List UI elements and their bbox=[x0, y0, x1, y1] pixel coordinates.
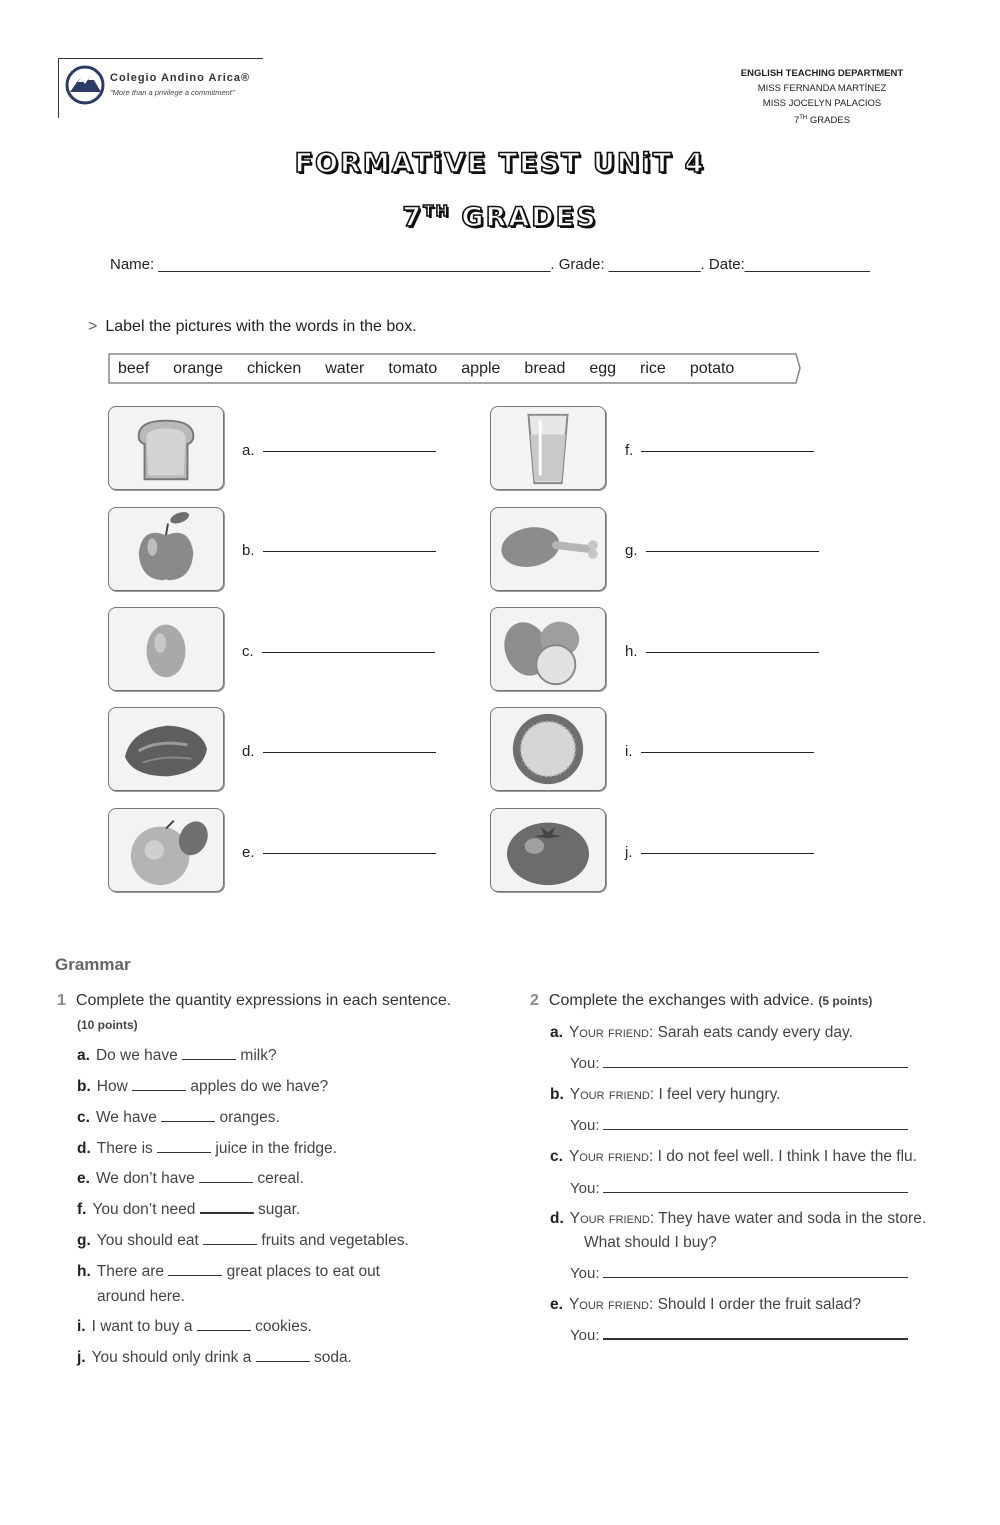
answer-line[interactable] bbox=[603, 1067, 908, 1068]
item-text-after: oranges. bbox=[219, 1109, 280, 1126]
chicken-leg-icon bbox=[490, 507, 606, 591]
item-text-after: apples do we have? bbox=[190, 1078, 329, 1095]
answer-gap[interactable] bbox=[203, 1244, 257, 1245]
q1-item-g bbox=[77, 1232, 409, 1250]
answer-line[interactable] bbox=[646, 652, 819, 653]
item-text-before: There is bbox=[96, 1140, 153, 1157]
q1-item-i bbox=[77, 1318, 312, 1336]
item-letter: b. bbox=[550, 1086, 564, 1103]
word-item: orange bbox=[173, 360, 223, 377]
item-letter: c. bbox=[77, 1109, 90, 1126]
you-label: You: bbox=[570, 1327, 600, 1344]
item-letter: b. bbox=[77, 1078, 91, 1095]
item-text-after: cereal. bbox=[257, 1170, 304, 1187]
q2-item-b bbox=[550, 1086, 781, 1104]
q2-item-c bbox=[550, 1148, 917, 1166]
item-text-after: juice in the fridge. bbox=[215, 1140, 337, 1157]
item-letter: e. bbox=[77, 1170, 90, 1187]
item-text-before: How bbox=[96, 1078, 128, 1095]
answer-gap[interactable] bbox=[182, 1059, 236, 1060]
q1-item-c bbox=[77, 1109, 280, 1127]
grades-superscript: TH bbox=[799, 115, 808, 121]
q1-item-a bbox=[77, 1047, 277, 1065]
q1-item-j bbox=[77, 1349, 352, 1367]
answer-line[interactable] bbox=[263, 451, 436, 452]
item-text: Sarah eats candy every day. bbox=[657, 1024, 853, 1041]
subtitle-word: GRADES bbox=[461, 202, 598, 233]
item-text-before: Do we have bbox=[95, 1047, 178, 1064]
school-logo-icon bbox=[64, 64, 106, 106]
orange-icon bbox=[108, 808, 224, 892]
word-item: egg bbox=[589, 360, 617, 377]
bread-icon bbox=[108, 406, 224, 490]
item-text: I do not feel well. I think I have the flu. bbox=[657, 1148, 917, 1165]
word-item: apple bbox=[461, 360, 501, 377]
item-letter: j. bbox=[77, 1349, 86, 1366]
item-letter: e. bbox=[550, 1296, 563, 1313]
item-text-after: soda. bbox=[313, 1349, 352, 1366]
label-letter: a. bbox=[242, 442, 255, 459]
answer-line[interactable] bbox=[603, 1338, 908, 1340]
item-text: I feel very hungry. bbox=[658, 1086, 781, 1103]
label-b[interactable] bbox=[242, 542, 436, 559]
answer-line[interactable] bbox=[641, 752, 814, 753]
item-letter: a. bbox=[77, 1047, 90, 1064]
answer-line[interactable] bbox=[603, 1192, 908, 1193]
speaker-label: Your friend: bbox=[568, 1296, 654, 1313]
word-item: chicken bbox=[246, 360, 302, 377]
school-motto: "More than a privilege a commitment" bbox=[110, 88, 235, 97]
department-block bbox=[722, 66, 922, 128]
you-label: You: bbox=[570, 1117, 600, 1134]
apple-icon bbox=[108, 507, 224, 591]
q1-item-h bbox=[77, 1263, 380, 1281]
question-2-points: (5 points) bbox=[818, 994, 873, 1008]
question-1-heading bbox=[57, 992, 451, 1010]
label-letter: i. bbox=[625, 743, 633, 760]
item-text-after: sugar. bbox=[257, 1201, 301, 1218]
item-text: They have water and soda in the store. bbox=[658, 1210, 927, 1227]
speaker-label: Your friend: bbox=[569, 1210, 655, 1227]
arrow-icon: > bbox=[88, 318, 98, 335]
label-letter: h. bbox=[625, 643, 638, 660]
label-letter: g. bbox=[625, 542, 638, 559]
item-text-before: You should eat bbox=[96, 1232, 199, 1249]
speaker-label: Your friend: bbox=[568, 1024, 654, 1041]
answer-gap[interactable] bbox=[168, 1275, 222, 1276]
label-g[interactable] bbox=[625, 542, 819, 559]
item-text-before: You don’t need bbox=[92, 1201, 196, 1218]
item-text-before: We have bbox=[95, 1109, 157, 1126]
speaker-label: Your friend: bbox=[569, 1086, 655, 1103]
item-text: Should I order the fruit salad? bbox=[657, 1296, 861, 1313]
item-text-before: I want to buy a bbox=[91, 1318, 193, 1335]
item-letter: g. bbox=[77, 1232, 91, 1249]
q1-item-e bbox=[77, 1170, 304, 1188]
label-letter: e. bbox=[242, 844, 255, 861]
school-name: Colegio Andino Arica® bbox=[110, 72, 251, 84]
teacher-1: MISS FERNANDA MARTÍNEZ bbox=[757, 83, 887, 94]
q2-answer-d bbox=[570, 1265, 908, 1282]
you-label: You: bbox=[570, 1055, 600, 1072]
question-text: Complete the exchanges with advice. bbox=[548, 992, 814, 1009]
you-label: You: bbox=[570, 1265, 600, 1282]
subtitle-superscript: TH bbox=[423, 202, 451, 220]
water-glass-icon bbox=[490, 406, 606, 490]
grades-label bbox=[722, 111, 922, 128]
answer-line[interactable] bbox=[641, 853, 814, 854]
potato-icon bbox=[490, 607, 606, 691]
grammar-title: Grammar bbox=[55, 955, 131, 974]
page-title: FORMATiVE TEST UNiT 4 bbox=[294, 148, 706, 179]
you-label: You: bbox=[570, 1180, 600, 1197]
item-text-after: fruits and vegetables. bbox=[261, 1232, 409, 1249]
q1-item-d bbox=[77, 1140, 337, 1158]
word-item: tomato bbox=[388, 360, 438, 377]
q1-item-b bbox=[77, 1078, 328, 1096]
rice-bowl-icon bbox=[490, 707, 606, 791]
item-text-after: cookies. bbox=[255, 1318, 312, 1335]
q1-item-f bbox=[77, 1201, 300, 1219]
item-letter: i. bbox=[77, 1318, 86, 1335]
label-e[interactable] bbox=[242, 844, 436, 861]
item-letter: f. bbox=[77, 1201, 87, 1218]
q2-answer-c bbox=[570, 1180, 908, 1197]
answer-gap[interactable] bbox=[256, 1361, 310, 1362]
speaker-label: Your friend: bbox=[568, 1148, 654, 1165]
item-letter: d. bbox=[550, 1210, 564, 1227]
egg-icon bbox=[108, 607, 224, 691]
tomato-icon bbox=[490, 808, 606, 892]
answer-gap[interactable] bbox=[157, 1152, 211, 1153]
word-item: rice bbox=[640, 360, 666, 377]
answer-line[interactable] bbox=[603, 1277, 908, 1278]
q2-item-d bbox=[550, 1210, 926, 1228]
question-number: 1 bbox=[57, 992, 66, 1009]
grades-word: GRADES bbox=[809, 115, 851, 127]
q2-answer-b bbox=[570, 1117, 908, 1134]
answer-line[interactable] bbox=[263, 752, 436, 753]
beef-icon bbox=[108, 707, 224, 791]
question-1-points: (10 points) bbox=[77, 1018, 138, 1032]
label-letter: f. bbox=[625, 442, 634, 459]
word-item: potato bbox=[689, 360, 735, 377]
question-number: 2 bbox=[530, 992, 539, 1009]
question-2-heading bbox=[530, 992, 872, 1010]
word-list bbox=[118, 360, 758, 378]
instruction bbox=[88, 318, 417, 336]
q2-answer-e bbox=[570, 1327, 908, 1344]
answer-line[interactable] bbox=[263, 853, 436, 854]
label-c[interactable] bbox=[242, 643, 435, 660]
label-h[interactable] bbox=[625, 643, 819, 660]
item-letter: a. bbox=[550, 1024, 563, 1041]
label-j[interactable] bbox=[625, 844, 814, 861]
department-name: ENGLISH TEACHING DEPARTMENT bbox=[740, 68, 904, 79]
q2-item-e bbox=[550, 1296, 861, 1314]
answer-gap[interactable] bbox=[199, 1182, 253, 1183]
question-text: Complete the quantity expressions in each sentence. bbox=[75, 992, 452, 1009]
label-letter: j. bbox=[625, 844, 633, 861]
answer-line[interactable] bbox=[263, 551, 436, 552]
q2-item-d-continued: What should I buy? bbox=[584, 1234, 717, 1251]
label-letter: c. bbox=[242, 643, 254, 660]
item-letter: h. bbox=[77, 1263, 91, 1280]
q2-item-a bbox=[550, 1024, 853, 1042]
answer-gap[interactable] bbox=[161, 1121, 215, 1122]
page-subtitle bbox=[0, 202, 1000, 233]
student-info-line[interactable]: Name: _______________________________________________. Grade: ___________. Date:_______________ bbox=[110, 256, 870, 273]
q1-item-h-continued: around here. bbox=[97, 1288, 185, 1305]
answer-gap[interactable] bbox=[200, 1212, 254, 1214]
label-f[interactable] bbox=[625, 442, 814, 459]
item-letter: c. bbox=[550, 1148, 563, 1165]
word-item: water bbox=[325, 360, 365, 377]
item-text-after: great places to eat out bbox=[226, 1263, 380, 1280]
item-text-before: You should only drink a bbox=[91, 1349, 252, 1366]
item-text-before: We don’t have bbox=[95, 1170, 195, 1187]
answer-gap[interactable] bbox=[132, 1090, 186, 1091]
label-d[interactable] bbox=[242, 743, 436, 760]
answer-line[interactable] bbox=[603, 1129, 908, 1130]
label-letter: b. bbox=[242, 542, 255, 559]
item-text-after: milk? bbox=[240, 1047, 277, 1064]
q2-answer-a bbox=[570, 1055, 908, 1072]
teacher-2: MISS JOCELYN PALACIOS bbox=[762, 98, 882, 109]
item-text-before: There are bbox=[96, 1263, 164, 1280]
answer-line[interactable] bbox=[646, 551, 819, 552]
subtitle-number: 7 bbox=[402, 202, 424, 233]
label-i[interactable] bbox=[625, 743, 814, 760]
word-box bbox=[108, 353, 801, 384]
grades-number: 7 bbox=[793, 115, 800, 127]
word-item: bread bbox=[524, 360, 566, 377]
word-item: beef bbox=[118, 360, 150, 377]
answer-gap[interactable] bbox=[197, 1330, 251, 1331]
answer-line[interactable] bbox=[641, 451, 814, 452]
item-letter: d. bbox=[77, 1140, 91, 1157]
label-letter: d. bbox=[242, 743, 255, 760]
instruction-text: Label the pictures with the words in the box. bbox=[105, 318, 417, 335]
label-a[interactable] bbox=[242, 442, 436, 459]
answer-line[interactable] bbox=[262, 652, 435, 653]
